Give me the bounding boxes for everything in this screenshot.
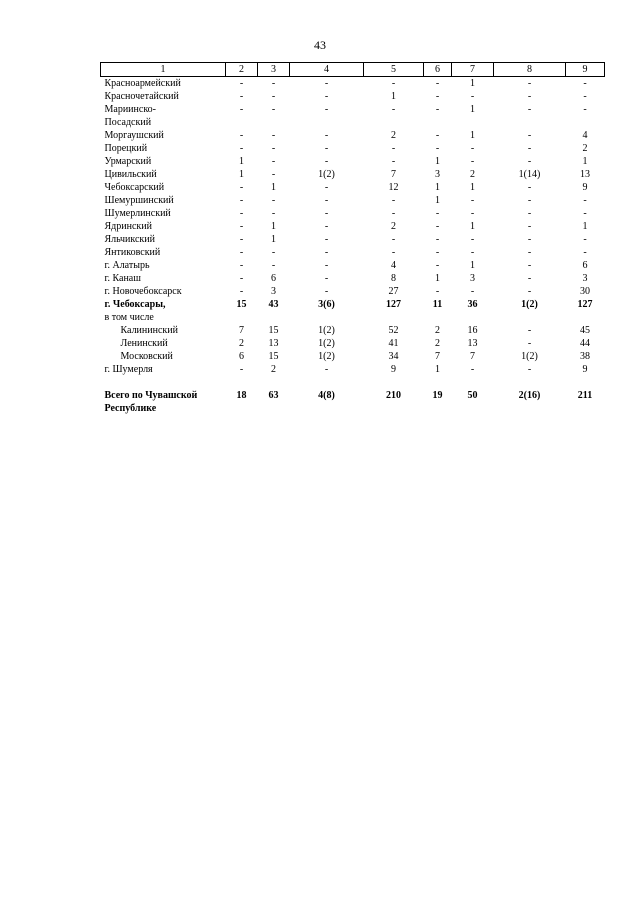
value-cell: - (435, 260, 440, 271)
table-row (101, 311, 605, 324)
header-cell: 8 (494, 63, 566, 77)
value-cell: 2 (391, 130, 396, 141)
value-cell (364, 116, 424, 129)
value-cell: - (527, 273, 532, 284)
value-cell (566, 311, 605, 324)
row-label: Мариинско- (104, 104, 157, 115)
value-cell: - (583, 208, 587, 219)
value-cell: 1 (470, 130, 475, 141)
row-label: Моргаушский (104, 130, 164, 141)
value-cell: 7 (239, 325, 244, 336)
value-cell: 38 (580, 351, 590, 362)
row-label: в том числе (104, 312, 154, 323)
value-cell: - (324, 78, 329, 89)
value-cell: 9 (582, 364, 588, 375)
value-cell: 8 (391, 273, 396, 284)
row-label: г. Канаш (104, 273, 141, 284)
value-cell: - (324, 156, 329, 167)
value-cell: - (324, 104, 329, 115)
value-cell: 44 (580, 338, 590, 349)
table-row (101, 259, 605, 272)
value-cell: 45 (580, 325, 590, 336)
value-cell: - (527, 130, 532, 141)
value-cell: 1 (582, 221, 588, 232)
row-label: Шумерлинский (104, 208, 171, 219)
value-cell: 3 (470, 273, 475, 284)
value-cell: - (527, 286, 532, 297)
total-value-cell: 18 (236, 390, 247, 401)
value-cell (290, 116, 364, 129)
total-label: Всего по Чувашской (104, 390, 198, 401)
table-row (101, 298, 605, 311)
value-cell: 6 (271, 273, 276, 284)
value-cell: - (435, 208, 440, 219)
value-cell: - (470, 156, 475, 167)
table-row (101, 142, 605, 155)
value-cell: - (470, 286, 475, 297)
value-cell: 1(2) (521, 299, 538, 310)
header-cell: 7 (452, 63, 494, 77)
value-cell: 1 (391, 91, 396, 102)
value-cell: - (470, 208, 475, 219)
value-cell: 2 (435, 338, 440, 349)
value-cell: - (324, 208, 329, 219)
value-cell: 1 (582, 156, 588, 167)
row-label: Порецкий (104, 143, 148, 154)
value-cell: - (470, 143, 475, 154)
total-value-cell: 63 (268, 390, 279, 401)
value-cell: - (324, 273, 329, 284)
value-cell: - (271, 169, 276, 180)
value-cell: - (527, 195, 532, 206)
header-row (101, 63, 605, 77)
value-cell: 1(2) (318, 169, 335, 180)
value-cell: - (239, 234, 244, 245)
value-cell: 6 (239, 351, 244, 362)
row-label: Шемуршинский (104, 195, 174, 206)
value-cell: - (527, 234, 532, 245)
value-cell: - (239, 143, 244, 154)
table-header (101, 63, 605, 77)
table-row (101, 155, 605, 168)
value-cell: 1 (271, 182, 276, 193)
value-cell: - (324, 182, 329, 193)
value-cell: - (435, 104, 440, 115)
value-cell: - (271, 260, 276, 271)
value-cell: 1 (271, 234, 276, 245)
value-cell: - (527, 91, 532, 102)
value-cell: 2 (239, 338, 244, 349)
spacer-cell (101, 376, 605, 389)
value-cell: 1 (435, 273, 440, 284)
total-row-continued (101, 402, 605, 415)
total-label-continued: Республике (104, 403, 157, 414)
value-cell: 7 (391, 169, 396, 180)
page-number: 43 (314, 38, 326, 52)
value-cell: - (271, 156, 276, 167)
value-cell: 7 (435, 351, 440, 362)
value-cell: 41 (388, 338, 399, 349)
table-row (101, 285, 605, 298)
empty-cell (290, 402, 364, 415)
value-cell: - (583, 247, 587, 258)
value-cell: 9 (582, 182, 588, 193)
header-cell: 3 (258, 63, 290, 77)
value-cell: 52 (388, 325, 399, 336)
value-cell: - (239, 260, 244, 271)
empty-cell (566, 402, 605, 415)
value-cell: - (391, 247, 396, 258)
value-cell: - (239, 364, 244, 375)
value-cell: 1 (239, 156, 244, 167)
value-cell: - (324, 143, 329, 154)
value-cell: 30 (580, 286, 590, 297)
empty-cell (494, 402, 566, 415)
value-cell: - (324, 364, 329, 375)
value-cell: - (239, 104, 244, 115)
value-cell: - (324, 234, 329, 245)
value-cell: - (527, 208, 532, 219)
total-value-cell: 211 (577, 390, 593, 401)
value-cell: - (435, 221, 440, 232)
value-cell: - (583, 234, 587, 245)
value-cell: 1 (470, 260, 475, 271)
value-cell: - (271, 104, 276, 115)
value-cell: - (239, 182, 244, 193)
value-cell: 9 (391, 364, 396, 375)
value-cell: - (527, 247, 532, 258)
value-cell: 1 (271, 221, 276, 232)
value-cell: - (391, 156, 396, 167)
value-cell (494, 116, 566, 129)
value-cell: 127 (386, 299, 401, 310)
row-label: Красноармейский (104, 78, 181, 89)
value-cell: - (271, 247, 276, 258)
value-cell (424, 311, 452, 324)
value-cell: 36 (467, 299, 478, 310)
value-cell (226, 311, 258, 324)
value-cell: - (470, 195, 475, 206)
value-cell: - (470, 234, 475, 245)
table-row (101, 337, 605, 350)
value-cell: 15 (236, 299, 247, 310)
value-cell: - (583, 104, 587, 115)
value-cell: - (391, 78, 396, 89)
value-cell: 1(2) (318, 325, 335, 336)
table-row (101, 77, 605, 91)
value-cell: - (324, 260, 329, 271)
row-label: Урмарский (104, 156, 152, 167)
table-row (101, 129, 605, 142)
empty-cell (452, 402, 494, 415)
value-cell: 1 (470, 104, 475, 115)
value-cell: - (324, 91, 329, 102)
value-cell: 13 (268, 338, 279, 349)
row-label: г. Чебоксары, (104, 299, 166, 310)
value-cell: - (271, 195, 276, 206)
value-cell: 1 (470, 182, 475, 193)
value-cell: - (527, 143, 532, 154)
table-row (101, 233, 605, 246)
value-cell: 1(2) (521, 351, 538, 362)
value-cell: - (435, 247, 440, 258)
value-cell: - (435, 78, 440, 89)
total-value-cell: 210 (386, 390, 401, 401)
table-row (101, 168, 605, 181)
value-cell: 3(6) (318, 299, 335, 310)
value-cell: - (435, 130, 440, 141)
value-cell: - (239, 91, 244, 102)
value-cell: - (271, 78, 276, 89)
value-cell: 2 (470, 169, 475, 180)
value-cell: - (271, 91, 276, 102)
value-cell: 6 (582, 260, 588, 271)
value-cell: - (435, 286, 440, 297)
value-cell (494, 311, 566, 324)
header-cell: 5 (364, 63, 424, 77)
value-cell: - (435, 143, 440, 154)
value-cell: - (527, 338, 532, 349)
value-cell: 3 (271, 286, 276, 297)
value-cell: - (527, 156, 532, 167)
value-cell: 1(14) (518, 169, 541, 180)
value-cell: 2 (582, 143, 588, 154)
value-cell: - (391, 234, 396, 245)
table-row (101, 363, 605, 376)
value-cell: - (239, 273, 244, 284)
table-row (101, 90, 605, 103)
value-cell: - (435, 234, 440, 245)
row-label: Яльчикский (104, 234, 155, 245)
value-cell: 11 (432, 299, 443, 310)
value-cell: 4 (582, 130, 588, 141)
value-cell: - (239, 195, 244, 206)
value-cell: 34 (388, 351, 399, 362)
table-row (101, 103, 605, 116)
value-cell: - (324, 221, 329, 232)
total-value-cell: 19 (432, 390, 443, 401)
value-cell: - (391, 104, 396, 115)
value-cell: - (391, 195, 396, 206)
value-cell: 1 (470, 221, 475, 232)
value-cell: 16 (467, 325, 478, 336)
row-label: Посадский (104, 117, 152, 128)
value-cell: 13 (467, 338, 478, 349)
empty-cell (258, 402, 290, 415)
value-cell: - (470, 364, 475, 375)
value-cell: 27 (388, 286, 399, 297)
value-cell: - (239, 286, 244, 297)
value-cell: - (239, 78, 244, 89)
value-cell: - (239, 130, 244, 141)
total-row (101, 389, 605, 402)
row-label: Московский (120, 351, 173, 362)
row-label: Ленинский (120, 338, 168, 349)
value-cell: 43 (268, 299, 279, 310)
value-cell: 1 (470, 78, 475, 89)
value-cell: 1 (435, 156, 440, 167)
value-cell: - (239, 247, 244, 258)
table-row (101, 220, 605, 233)
empty-cell (364, 402, 424, 415)
value-cell: 12 (388, 182, 399, 193)
value-cell: 3 (435, 169, 440, 180)
value-cell: - (527, 221, 532, 232)
value-cell (226, 116, 258, 129)
value-cell: - (583, 195, 587, 206)
spacer-row (101, 376, 605, 389)
value-cell: - (435, 91, 440, 102)
table-body (101, 77, 605, 416)
table-row (101, 324, 605, 337)
value-cell: 1 (239, 169, 244, 180)
value-cell: - (324, 247, 329, 258)
total-value-cell: 50 (467, 390, 478, 401)
value-cell (258, 311, 290, 324)
value-cell: - (271, 208, 276, 219)
table-row (101, 181, 605, 194)
value-cell (364, 311, 424, 324)
value-cell: 2 (271, 364, 276, 375)
table-row (101, 246, 605, 259)
row-label: Калининский (120, 325, 178, 336)
value-cell: - (470, 91, 475, 102)
total-value-cell: 4(8) (318, 390, 335, 401)
row-label: г. Новочебоксарск (104, 286, 182, 297)
value-cell (452, 311, 494, 324)
value-cell: - (527, 78, 532, 89)
value-cell: 13 (580, 169, 590, 180)
table-row (101, 272, 605, 285)
value-cell: - (527, 364, 532, 375)
header-cell: 1 (101, 63, 226, 77)
table-row (101, 350, 605, 363)
header-cell: 9 (566, 63, 605, 77)
value-cell: - (239, 221, 244, 232)
value-cell: - (527, 260, 532, 271)
value-cell: 4 (391, 260, 396, 271)
table-row (101, 207, 605, 220)
value-cell: - (324, 130, 329, 141)
value-cell (424, 116, 452, 129)
value-cell: 2 (435, 325, 440, 336)
value-cell (290, 311, 364, 324)
value-cell: 2 (391, 221, 396, 232)
statistics-table (100, 62, 605, 415)
value-cell (258, 116, 290, 129)
value-cell: 1 (435, 182, 440, 193)
value-cell: 1(2) (318, 351, 335, 362)
row-label: Красночетайский (104, 91, 179, 102)
row-label: Ядринский (104, 221, 152, 232)
value-cell: - (391, 208, 396, 219)
value-cell: - (271, 130, 276, 141)
header-cell: 6 (424, 63, 452, 77)
value-cell (566, 116, 605, 129)
empty-cell (424, 402, 452, 415)
row-label: г. Алатырь (104, 260, 150, 271)
row-label: Чебоксарский (104, 182, 165, 193)
header-cell: 4 (290, 63, 364, 77)
row-label: г. Шумерля (104, 364, 153, 375)
value-cell: - (527, 104, 532, 115)
value-cell: - (239, 208, 244, 219)
value-cell: - (391, 143, 396, 154)
row-label: Цивильский (104, 169, 157, 180)
value-cell: - (527, 182, 532, 193)
value-cell: 15 (268, 351, 279, 362)
table-row (101, 194, 605, 207)
value-cell: 15 (268, 325, 279, 336)
total-value-cell: 2(16) (518, 390, 541, 401)
value-cell: 1(2) (318, 338, 335, 349)
value-cell: - (583, 91, 587, 102)
value-cell: - (271, 143, 276, 154)
empty-cell (226, 402, 258, 415)
row-label: Янтиковский (104, 247, 161, 258)
value-cell: - (583, 78, 587, 89)
value-cell: 3 (582, 273, 588, 284)
table-row (101, 116, 605, 129)
value-cell: - (324, 195, 329, 206)
value-cell: - (470, 247, 475, 258)
value-cell: 7 (470, 351, 475, 362)
value-cell: 127 (577, 299, 593, 310)
value-cell (452, 116, 494, 129)
value-cell: - (324, 286, 329, 297)
value-cell: 1 (435, 195, 440, 206)
header-cell: 2 (226, 63, 258, 77)
value-cell: 1 (435, 364, 440, 375)
value-cell: - (527, 325, 532, 336)
